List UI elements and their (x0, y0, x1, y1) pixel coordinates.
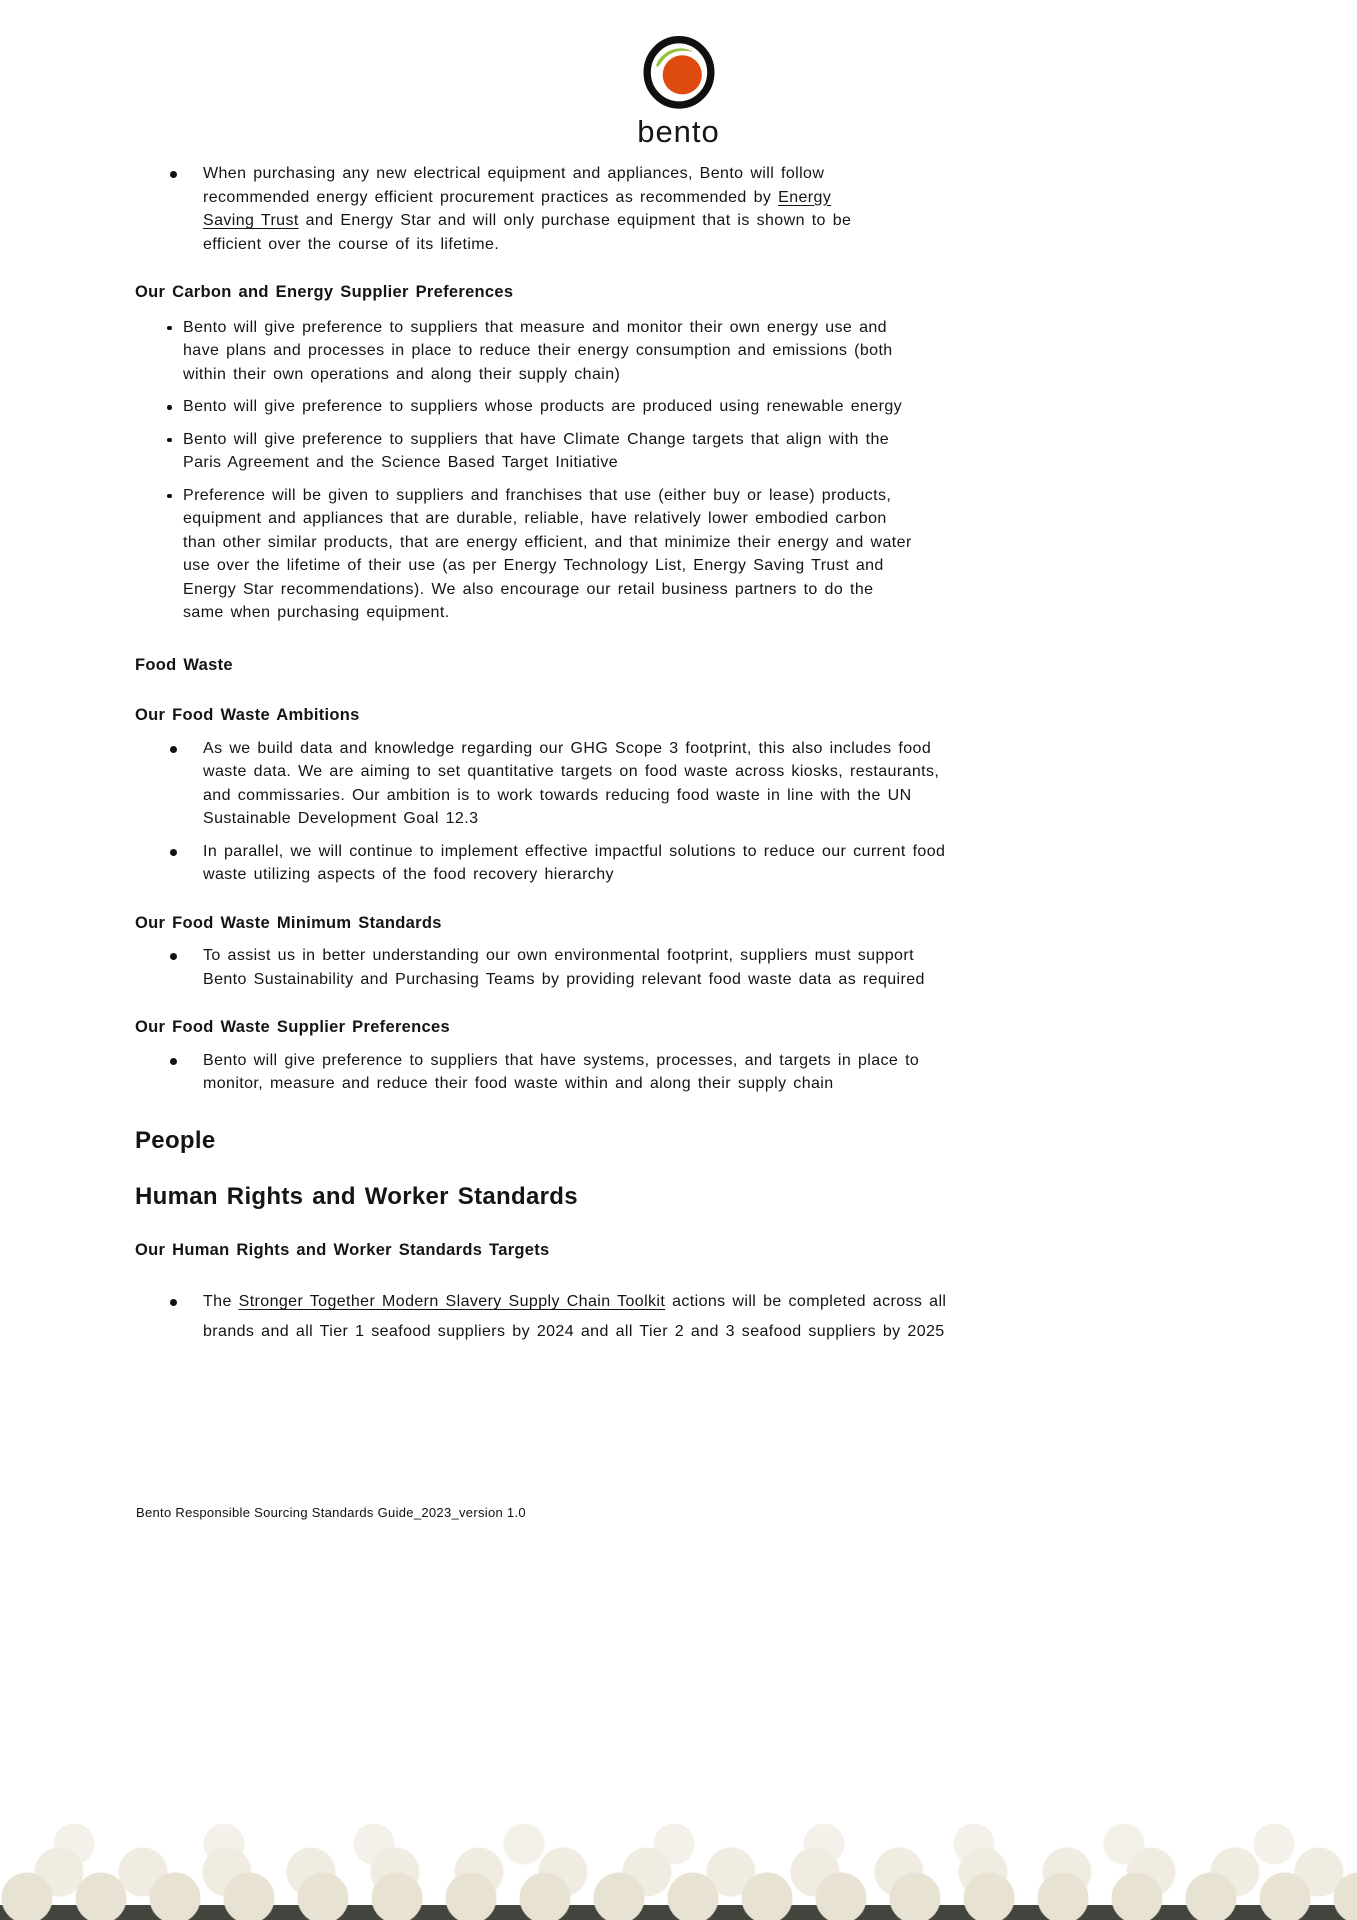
heading-carbon-energy-supplier-preferences: Our Carbon and Energy Supplier Preferences (135, 283, 514, 301)
bullet-text: As we build data and knowledge regarding our GHG Scope 3 footprint, this also includes food waste data. We are aiming to set quantitative targets on food waste across kiosks, restaurants, and commissaries. Our ambition is to work towards reducing food waste in line with the UN Sustainable Development Goal 12.3 (203, 739, 940, 827)
list-item (135, 484, 913, 625)
brand-logo (0, 34, 1357, 150)
bullet-marker (170, 746, 177, 753)
list-item (135, 162, 883, 256)
bullet-text: Preference will be given to suppliers and franchises that use (either buy or lease) products, equipment and appliances that are durable, reliable, have relatively lower embodied carbon than other similar products, that are energy efficient, and that minimize their energy and water use over the lifetime of their use (as per Energy Technology List, Energy Saving Trust and Energy Star recommendations). We also encourage our retail business partners to do the same when purchasing equipment. (183, 486, 912, 621)
heading-people: People (135, 1126, 216, 1154)
bullet-marker (170, 1058, 177, 1065)
list-item (135, 737, 947, 831)
intro-bullet-list (135, 162, 883, 256)
list-item (135, 840, 947, 887)
food-waste-supplier-bullet-list (135, 1049, 947, 1096)
document-footer: Bento Responsible Sourcing Standards Guide_2023_version 1.0 (136, 1505, 526, 1520)
bullet-marker (167, 494, 172, 499)
bullet-marker (167, 405, 172, 410)
bullet-text: Bento will give preference to suppliers whose products are produced using renewable energy (183, 398, 903, 415)
human-rights-bullet-list (135, 1287, 968, 1347)
heading-human-rights-worker-standards: Human Rights and Worker Standards (135, 1183, 578, 1210)
carbon-energy-bullet-list (135, 316, 913, 625)
paragraph-text: When purchasing any new electrical equipment and appliances, Bento will follow recommended energy efficient procurement practices as recommended by (203, 165, 825, 206)
bullet-marker (170, 849, 177, 856)
bullet-text: Bento will give preference to suppliers that measure and monitor their own energy use and have plans and processes in place to reduce their energy consumption and emissions (both within their own operations and along their supply chain) (183, 318, 893, 383)
brand-wordmark: bento (637, 114, 720, 149)
bullet-text: Bento will give preference to suppliers that have Climate Change targets that align with the Paris Agreement and the Science Based Target Initiative (183, 430, 890, 471)
list-item (135, 316, 913, 387)
list-item (135, 395, 913, 419)
bullet-text: To assist us in better understanding our own environmental footprint, suppliers must support Bento Sustainability and Purchasing Teams by providing relevant food waste data as required (203, 947, 925, 988)
list-item (135, 1287, 968, 1347)
paragraph-text: The (203, 1293, 239, 1310)
paragraph-text: and Energy Star and will only purchase equipment that is shown to be efficient over the course of its lifetime. (203, 212, 852, 253)
footer-dot-pattern (0, 1824, 1357, 1920)
bullet-marker (167, 326, 172, 331)
bullet-text (203, 165, 851, 253)
heading-food-waste-minimum-standards: Our Food Waste Minimum Standards (135, 913, 442, 932)
stronger-together-toolkit-link[interactable]: Stronger Together Modern Slavery Supply Chain Toolkit (238, 1293, 666, 1310)
energy-saving-trust-link[interactable]: Energy Saving Trust (203, 188, 832, 229)
heading-human-rights-targets: Our Human Rights and Worker Standards Targets (135, 1240, 550, 1259)
bullet-text (203, 1287, 968, 1347)
bullet-text: In parallel, we will continue to implement effective impactful solutions to reduce our current food waste utilizing aspects of the food recovery hierarchy (203, 842, 946, 883)
paragraph-text: actions will be completed across all brands and all Tier 1 seafood suppliers by 2024 and all Tier 2 and 3 seafood suppliers by 2025 (203, 1293, 947, 1340)
heading-food-waste-ambitions: Our Food Waste Ambitions (135, 706, 360, 724)
list-item (135, 428, 913, 475)
list-item (135, 944, 947, 991)
bullet-marker (170, 171, 177, 178)
heading-food-waste: Food Waste (135, 655, 233, 674)
bullet-text: Bento will give preference to suppliers that have systems, processes, and targets in place to monitor, measure and reduce their food waste within and along their supply chain (203, 1051, 920, 1092)
bento-logo-icon (638, 34, 720, 114)
food-waste-minimum-bullet-list (135, 944, 947, 991)
bullet-marker (167, 438, 172, 443)
list-item (135, 1049, 947, 1096)
document-content (135, 162, 980, 1347)
bullet-marker (170, 1299, 177, 1306)
heading-food-waste-supplier-preferences: Our Food Waste Supplier Preferences (135, 1018, 450, 1036)
footer-decoration (0, 1824, 1357, 1920)
food-waste-ambitions-bullet-list (135, 737, 947, 887)
bullet-marker (170, 953, 177, 960)
